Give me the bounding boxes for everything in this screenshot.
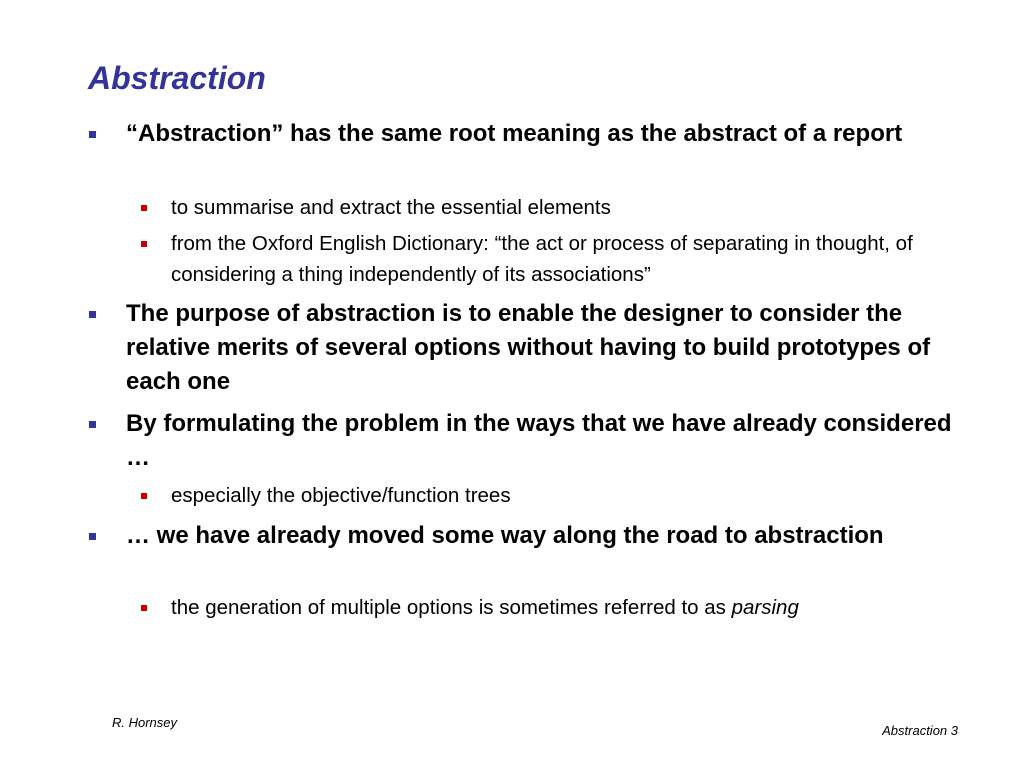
sub-bullet-item: from the Oxford English Dictionary: “the act or process of separating in thought, of considering a thing independently of its associations”	[171, 232, 913, 286]
footer-page-label: Abstraction 3	[882, 723, 958, 738]
slide-title: Abstraction	[88, 60, 266, 96]
bullet-item: … we have already moved some way along the road to abstraction	[126, 522, 884, 549]
square-bullet-icon	[89, 533, 96, 540]
sub-bullet-item	[171, 592, 981, 623]
bullet-item: The purpose of abstraction is to enable the designer to consider the relative merits of several options without having to build prototypes of each one	[126, 300, 931, 395]
bullet-item: By formulating the problem in the ways that we have already considered …	[126, 410, 952, 471]
square-bullet-icon	[141, 241, 147, 247]
sub-bullet-item: to summarise and extract the essential elements	[171, 196, 611, 219]
square-bullet-icon	[89, 131, 96, 138]
square-bullet-icon	[141, 205, 147, 211]
square-bullet-icon	[89, 311, 96, 318]
sub-bullet-item: especially the objective/function trees	[171, 484, 511, 507]
square-bullet-icon	[89, 421, 96, 428]
square-bullet-icon	[141, 493, 147, 499]
bullet-item: “Abstraction” has the same root meaning as the abstract of a report	[126, 120, 903, 147]
square-bullet-icon	[141, 605, 147, 611]
footer-author: R. Hornsey	[112, 715, 178, 730]
emphasized-term: parsing	[731, 596, 799, 619]
sub-bullet-text: the generation of multiple options is sometimes referred to as	[171, 596, 732, 619]
